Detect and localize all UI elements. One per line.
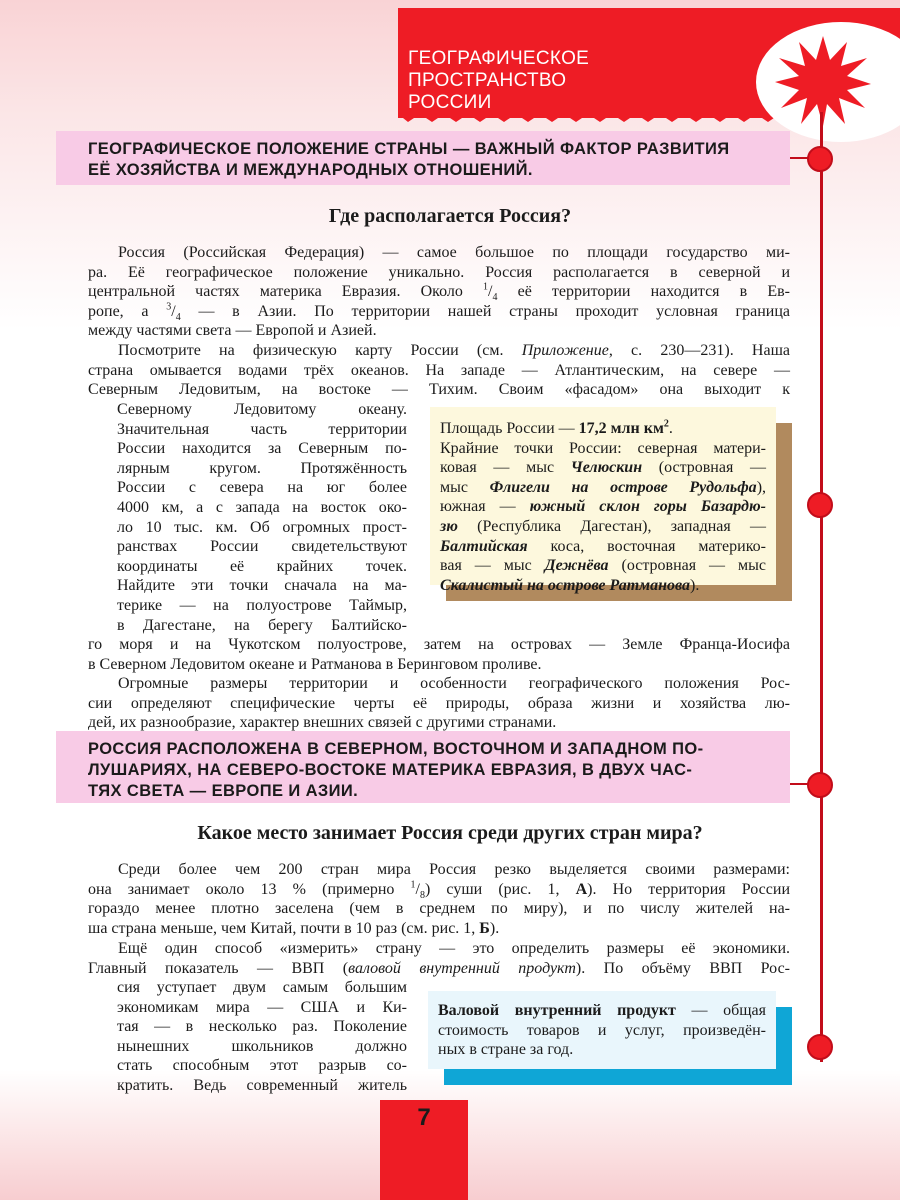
text-line: го моря и на Чукотском полуострове, затем на островах — Земле Франца-Иосифа [88, 636, 790, 653]
callout-line: РОССИЯ РАСПОЛОЖЕНА В СЕВЕРНОМ, ВОСТОЧНОМ И ЗАПАДНОМ ПО- [88, 740, 704, 758]
paragraph [88, 341, 790, 400]
gdp-definition-infobox [428, 991, 776, 1069]
section-title-line1: ГЕОГРАФИЧЕСКОЕ ПРОСТРАНСТВО [408, 48, 590, 91]
text-line: ша страна меньше, чем Китай, почти в 10 раз (см. рис. 1, Б). [88, 919, 500, 937]
starburst-icon [775, 36, 871, 126]
wrapped-text-column [117, 400, 407, 635]
text-line: стать способным этот разрыв со- [117, 1057, 407, 1075]
paragraph [88, 674, 790, 733]
text-line: между частями света — Европой и Азией. [88, 322, 377, 340]
paragraph [88, 939, 790, 978]
key-idea-callout [56, 731, 790, 803]
text-line: Скалистый на острове Ратманова). [440, 576, 700, 594]
margin-guide-line [820, 112, 823, 1062]
text-line: южная — южный склон горы Базардю- [440, 498, 766, 516]
text-line: Валовой внутренний продукт — общая [438, 1002, 766, 1019]
text-line: координаты её крайних точек. [117, 557, 407, 575]
text-line: сия уступает двум самым большим [117, 979, 407, 996]
text-line: Балтийская коса, восточная материко- [440, 537, 766, 555]
text-line: стоимость товаров и услуг, произведён- [438, 1021, 766, 1039]
text-line: Среди более чем 200 стран мира Россия резко выделяется своими размерами: [118, 861, 790, 878]
text-line: кратить. Ведь современный житель [117, 1076, 407, 1094]
section-title-line2: РОССИИ [408, 92, 492, 113]
callout-line: ГЕОГРАФИЧЕСКОЕ ПОЛОЖЕНИЕ СТРАНЫ — ВАЖНЫЙ ФАКТОР РАЗВИТИЯ [88, 140, 730, 158]
text-line: в Северном Ледовитом океане и Ратманова в Беринговом проливе. [88, 655, 542, 673]
extreme-points-infobox [430, 407, 776, 594]
text-line: 4000 км, а с запада на восток око- [117, 498, 407, 516]
text-line: Значительная часть территории [117, 420, 407, 438]
margin-marker-dot [807, 772, 833, 798]
page-number: 7 [417, 1104, 431, 1131]
text-line: Найдите эти точки сначала на ма- [117, 577, 407, 595]
text-line: гораздо менее плотно заселена (чем в среднем по миру), и по числу жителей на- [88, 900, 790, 918]
callout-line: ЕЁ ХОЗЯЙСТВА И МЕЖДУНАРОДНЫХ ОТНОШЕНИЙ. [88, 161, 533, 179]
text-line: лярным кругом. Протяжённость [117, 459, 407, 477]
text-line: страна омывается водами трёх океанов. На западе — Атлантическим, на севере — [88, 361, 790, 379]
text-line: терике — на полуострове Таймыр, [117, 596, 407, 614]
text-line: мыс Флигели на острове Рудольфа), [440, 478, 767, 496]
text-line: вая — мыс Дежнёва (островная — мыс [440, 557, 766, 575]
text-line: ло 10 тыс. км. Об огромных прост- [117, 518, 407, 536]
section-title [408, 48, 738, 114]
text-line: нынешних школьников должно [117, 1037, 407, 1055]
text-line: ных в стране за год. [438, 1041, 574, 1059]
text-line: Северным Ледовитым, на востоке — Тихим. Своим «фасадом» она выходит к [88, 381, 790, 399]
margin-marker-dot [807, 146, 833, 172]
margin-marker-dot [807, 1034, 833, 1060]
text-line: в Дагестане, на берегу Балтийско- [117, 616, 407, 634]
text-line: ранствах России свидетельствуют [117, 538, 407, 556]
section-heading: Какое место занимает Россия среди других стран мира? [197, 822, 703, 844]
text-line: зю (Республика Дагестан), западная — [440, 517, 766, 535]
text-line: ра. Её географическое положение уникально. Россия располагается в северной и [88, 263, 790, 281]
text-line: Главный показатель — ВВП (валовой внутренний продукт). По объёму ВВП Рос- [88, 959, 791, 977]
text-line: ропе, а $^3/_4$ — в Азии. По территории нашей страны проходит условная граница [88, 301, 791, 323]
text-line: России с севера на юг более [117, 479, 407, 497]
callout-line: ТЯХ СВЕТА — ЕВРОПЕ И АЗИИ. [88, 782, 359, 800]
margin-marker-dot [807, 492, 833, 518]
callout-line: ЛУШАРИЯХ, НА СЕВЕРО-ВОСТОКЕ МАТЕРИКА ЕВРАЗИЯ, В ДВУХ ЧАС- [88, 761, 693, 779]
paragraph [88, 860, 790, 938]
section-heading: Где располагается Россия? [328, 205, 572, 227]
text-line: она занимает около 13 % (примерно $^1/_8$) суши (рис. 1, А). Но территория России [88, 879, 791, 901]
text-line: Площадь России — 17,2 млн $км^2$. [440, 418, 673, 437]
text-line: Ещё один способ «измерить» страну — это определить размеры её экономики. [118, 940, 790, 957]
text-line: России находится за Северным по- [117, 440, 407, 458]
wrapped-text-column [117, 978, 407, 1096]
text-line: Северному Ледовитому океану. [117, 401, 407, 418]
paragraph [88, 635, 790, 674]
text-line: дей, их разнообразие, характер внешних связей с другими странами. [88, 714, 557, 732]
text-line: тая — в несколько раз. Поколение [117, 1018, 407, 1036]
text-line: Россия (Российская Федерация) — самое большое по площади государство ми- [118, 244, 790, 261]
text-line: Огромные размеры территории и особенности географического положения Рос- [118, 675, 790, 692]
key-idea-callout [56, 131, 790, 185]
text-line: Крайние точки России: северная матери- [440, 439, 766, 457]
text-line: экономикам мира — США и Ки- [117, 998, 407, 1016]
text-line: центральной частях материка Евразия. Около $^1/_4$ её территории находится в Ев- [88, 281, 790, 304]
text-line: сии определяют специфические черты её природы, образа жизни и хозяйства лю- [88, 694, 790, 712]
paragraph [88, 243, 790, 341]
text-line: ковая — мыс Челюскин (островная — [440, 459, 766, 477]
text-line: Посмотрите на физическую карту России (см. Приложение, с. 230—231). Наша [118, 342, 790, 359]
